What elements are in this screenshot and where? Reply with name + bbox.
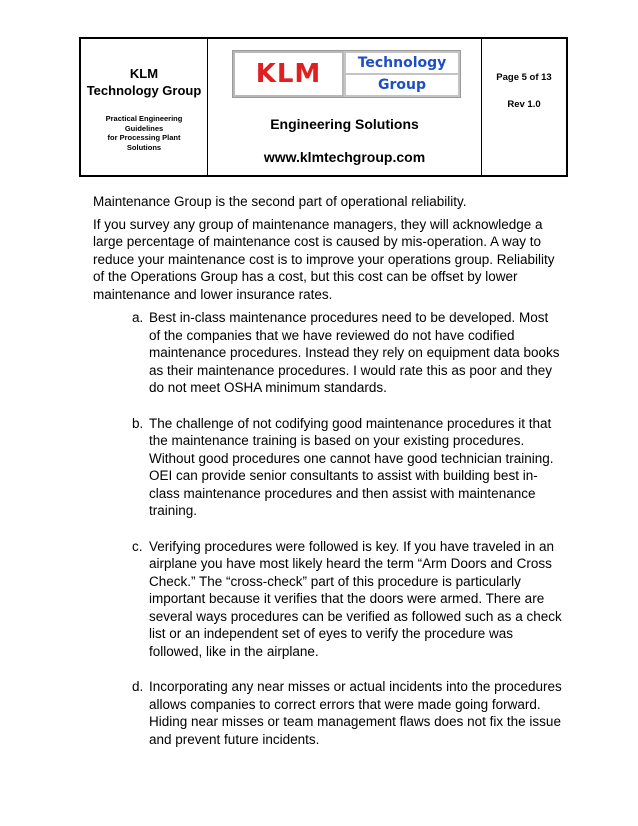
- list-item-text: The challenge of not codifying good maintenance procedures it that the maintenance training is based on your existing procedures. Without good procedures one cannot have good technician training. OEI can provide senior consultants to assist with building best in-class maintenance procedures and then assist with maintenance training.: [149, 415, 554, 518]
- document-header: [79, 37, 568, 177]
- subtitle-line: Solutions: [126, 142, 162, 152]
- document-body: [93, 193, 563, 766]
- website-url: www.klmtechgroup.com: [263, 149, 426, 165]
- list-item: [93, 538, 563, 661]
- logo-right-block: [344, 51, 460, 97]
- engineering-solutions-title: Engineering Solutions: [270, 116, 419, 132]
- list-item: [93, 309, 563, 397]
- logo-klm-text: KLM: [233, 51, 344, 97]
- company-name-line2: Technology Group: [86, 83, 202, 98]
- subtitle-line: for Processing Plant: [107, 133, 181, 142]
- company-name-line1: KLM: [129, 66, 159, 81]
- header-page-cell: [482, 39, 566, 175]
- klm-logo: [232, 50, 461, 98]
- revision-number: Rev 1.0: [507, 99, 541, 110]
- company-subtitle: [81, 114, 207, 152]
- header-center-cell: [208, 39, 482, 175]
- logo-technology-text: Technology: [344, 51, 460, 75]
- list-item-text: Best in-class maintenance procedures need to be developed. Most of the companies that we have reviewed do not have codified maintenance procedures. Instead they rely on equipment data books as their maintenance procedures. I would rate this as poor and they do not meet OSHA minimum standards.: [149, 310, 560, 395]
- logo-group-text: Group: [344, 75, 460, 97]
- page-number: Page 5 of 13: [496, 72, 552, 83]
- list-marker: c.: [132, 538, 143, 554]
- list-marker: b.: [132, 415, 144, 431]
- list-marker: a.: [132, 310, 144, 325]
- paragraph-survey: If you survey any group of maintenance managers, they will acknowledge a large percentage of maintenance cost is caused by mis-operation. A way to reduce your maintenance cost is to improve your operations group. Reliability of the Operations Group has a cost, but this cost can be offset by lower maintenance and lower insurance rates.: [93, 216, 555, 302]
- list-item-text: Incorporating any near misses or actual incidents into the procedures allows companies to correct errors that were made going forward. Hiding near misses or team management flaws does not fix the issue and prevent future incidents.: [149, 679, 562, 747]
- subtitle-line: Practical Engineering: [105, 114, 183, 123]
- list-item: [93, 678, 563, 748]
- list-marker: d.: [132, 679, 144, 694]
- subtitle-line: Guidelines: [124, 123, 164, 133]
- procedure-list: [93, 309, 563, 748]
- header-company-cell: [81, 39, 208, 175]
- list-item-text: Verifying procedures were followed is key. If you have traveled in an airplane you have most likely heard the term “Arm Doors and Cross Check.” The “cross-check” part of this procedure is particularly important because it verifies that the doors were armed. There are several ways procedures can be verified as followed such as a check list or an independent set of eyes to verify the procedure was followed, like in the airplane.: [149, 538, 562, 659]
- paragraph-intro: Maintenance Group is the second part of operational reliability.: [93, 194, 467, 209]
- company-name: [81, 65, 207, 99]
- list-item: [93, 415, 563, 520]
